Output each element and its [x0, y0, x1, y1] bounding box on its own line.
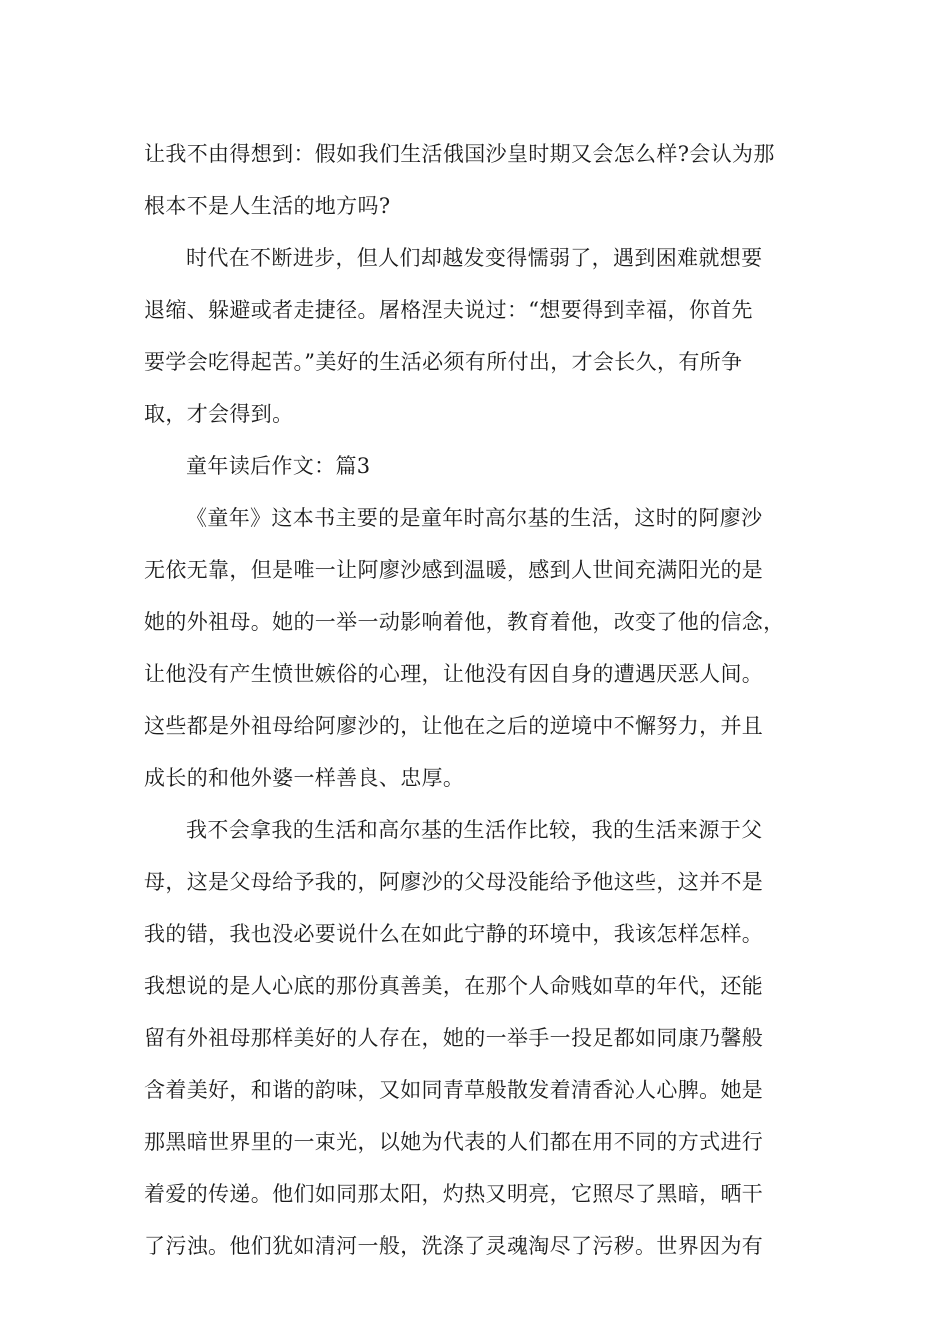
- text-line: 那黑暗世界里的一束光，以她为代表的人们都在用不同的方式进行: [144, 1130, 764, 1154]
- text-line: 留有外祖母那样美好的人存在，她的一举手一投足都如同康乃馨般: [144, 1026, 764, 1050]
- text-line: 成长的和他外婆一样善良、忠厚。: [144, 766, 465, 790]
- text-line: 母，这是父母给予我的，阿廖沙的父母没能给予他这些，这并不是: [144, 870, 764, 894]
- text-line: 我想说的是人心底的那份真善美，在那个人命贱如草的年代，还能: [144, 974, 764, 998]
- text-line: 取，才会得到。: [144, 402, 294, 426]
- text-line: 这些都是外祖母给阿廖沙的，让他在之后的逆境中不懈努力，并且: [144, 714, 764, 738]
- text-line: 退缩、躲避或者走捷径。屠格涅夫说过：“想要得到幸福，你首先: [144, 298, 753, 322]
- text-line: 根本不是人生活的地方吗?: [144, 194, 391, 218]
- text-line: 我的错，我也没必要说什么在如此宁静的环境中，我该怎样怎样。: [144, 922, 764, 946]
- text-line: 要学会吃得起苦。”美好的生活必须有所付出，才会长久，有所争: [144, 350, 743, 374]
- text-line: 了污浊。他们犹如清河一般，洗涤了灵魂淘尽了污秽。世界因为有: [144, 1234, 764, 1258]
- paragraph-start-line: 我不会拿我的生活和高尔基的生活作比较，我的生活来源于父: [186, 818, 763, 842]
- section-heading: 童年读后作文：篇3: [186, 454, 371, 478]
- document-body: [144, 128, 809, 1272]
- text-line: 她的外祖母。她的一举一动影响着他，教育着他，改变了他的信念，: [144, 610, 785, 634]
- text-line: 着爱的传递。他们如同那太阳，灼热又明亮，它照尽了黑暗，晒干: [144, 1182, 764, 1206]
- paragraph-start-line: 《童年》这本书主要的是童年时高尔基的生活，这时的阿廖沙: [186, 506, 763, 530]
- text-line: 让他没有产生愤世嫉俗的心理，让他没有因自身的遭遇厌恶人间。: [144, 662, 764, 686]
- text-line: 让我不由得想到：假如我们生活俄国沙皇时期又会怎么样?会认为那: [144, 142, 775, 166]
- text-line: 无依无靠，但是唯一让阿廖沙感到温暖，感到人世间充满阳光的是: [144, 558, 764, 582]
- text-line: 含着美好，和谐的韵味，又如同青草般散发着清香沁人心脾。她是: [144, 1078, 764, 1102]
- paragraph-start-line: 时代在不断进步，但人们却越发变得懦弱了，遇到困难就想要: [186, 246, 763, 270]
